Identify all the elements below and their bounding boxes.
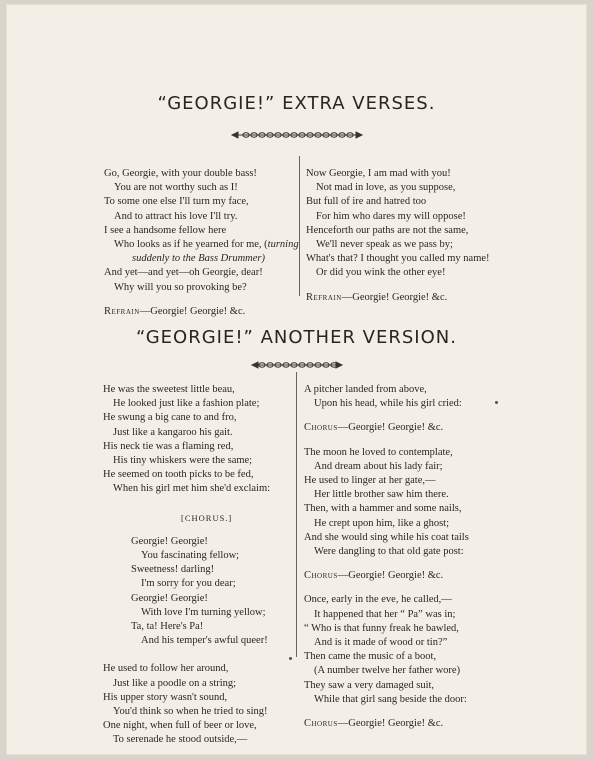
verse-line: Georgie! Georgie!: [131, 535, 208, 547]
refrain-line: [306, 291, 526, 305]
verse-line: Who looks as if he yearned for me, (turning: [114, 239, 299, 251]
verse-line: He seemed on tooth picks to be fed,: [103, 469, 254, 481]
verse-lines: [304, 593, 504, 707]
verse-line: When his girl met him she'd exclaim:: [113, 483, 271, 495]
verse-line: suddenly to the Bass Drummer): [132, 253, 265, 265]
verse-line: And his temper's awful queer!: [141, 635, 268, 647]
verse-line: I'm sorry for you dear;: [141, 578, 236, 590]
chorus-line: [304, 421, 504, 435]
verse-line: Georgie! Georgie!: [131, 592, 208, 604]
verse-line: Upon his head, while his girl cried:: [314, 398, 462, 410]
extra-verses-left: [104, 167, 299, 319]
chorus-text: —Georgie! Georgie! &c.: [337, 718, 444, 730]
verse-line: His neck tie was a flaming red,: [103, 440, 234, 452]
verse-line: Sweetness! darling!: [131, 564, 215, 576]
refrain-label: Refrain: [104, 305, 140, 317]
verse-line: Not mad in love, as you suppose,: [316, 182, 456, 194]
verse-line: Or did you wink the other eye!: [316, 267, 446, 279]
column-divider-top: [299, 156, 300, 296]
chorus-text: —Georgie! Georgie! &c.: [337, 422, 444, 434]
verse-line: And she would sing while his coat tails: [304, 531, 469, 543]
chorus-label: Chorus: [304, 570, 338, 582]
verse-line: You'd think so when he tried to sing!: [113, 706, 268, 718]
chorus-tag: [CHORUS.]: [181, 512, 233, 523]
title-another-version: “GEORGIE!” ANOTHER VERSION.: [136, 327, 457, 348]
verse-line: And is it made of wood or tin?”: [314, 637, 448, 649]
extra-verses-right: [306, 167, 526, 305]
chorus-label: Chorus: [304, 718, 338, 730]
verse-line: Then came the music of a boot,: [304, 651, 437, 663]
ornament-divider-bottom: [0, 361, 593, 369]
verse-line: He used to follow her around,: [103, 663, 229, 675]
verse-line: They saw a very damaged suit,: [304, 679, 435, 691]
verse-line: Just like a kangaroo his gait.: [113, 426, 233, 438]
verse-line: He looked just like a fashion plate;: [113, 398, 260, 410]
ink-speck: [289, 657, 292, 660]
verse-line: I see a handsome fellow here: [104, 224, 227, 236]
verse-line: Once, early in the eve, he called,—: [304, 594, 452, 606]
verse-line: He swung a big cane to and fro,: [103, 412, 237, 424]
refrain-label: Refrain: [306, 291, 342, 303]
refrain-line: [104, 305, 299, 319]
chorus-text: —Georgie! Georgie! &c.: [337, 570, 444, 582]
verse-line: You fascinating fellow;: [141, 550, 240, 562]
verse-line: It happened that her “ Pa” was in;: [314, 608, 456, 620]
verse-line: The moon he loved to contemplate,: [304, 446, 453, 458]
chorus-lines: [103, 535, 298, 649]
chorus-label: Chorus: [304, 422, 338, 434]
another-version-left: [103, 383, 298, 748]
verse-line: And to attract his love I'll try.: [114, 210, 238, 222]
verse-line: To some one else I'll turn my face,: [104, 196, 249, 208]
verse-line: But full of ire and hatred too: [306, 196, 427, 208]
chorus-line: [304, 569, 504, 583]
title-extra-verses: “GEORGIE!” EXTRA VERSES.: [157, 93, 436, 114]
verse-line: Henceforth our paths are not the same,: [306, 224, 469, 236]
chorus-line: [304, 717, 504, 731]
verse-line: He crept upon him, like a ghost;: [314, 517, 450, 529]
verse-lines: [104, 167, 299, 295]
verse-line: He used to linger at her gate,—: [304, 475, 436, 487]
verse-line: Were dangling to that old gate post:: [314, 546, 464, 558]
verse-line: Why will you so provoking be?: [114, 281, 247, 293]
verse-lines: [103, 662, 298, 747]
column-divider-bottom: [296, 372, 297, 657]
verse-line: One night, when full of beer or love,: [103, 720, 257, 732]
verse-line: What's that? I thought you called my name!: [306, 253, 490, 265]
verse-line: And yet—and yet—oh Georgie, dear!: [104, 267, 263, 279]
verse-lines: [306, 167, 526, 281]
verse-line: Go, Georgie, with your double bass!: [104, 168, 257, 179]
verse-lines: [304, 383, 504, 411]
verse-line: To serenade he stood outside,—: [113, 734, 248, 746]
verse-line: “ Who is that funny freak he bawled,: [304, 622, 459, 634]
verse-lines: [103, 383, 298, 497]
verse-line: Now Georgie, I am mad with you!: [306, 168, 451, 179]
ornament-divider-top: [0, 131, 593, 139]
refrain-text: —Georgie! Georgie! &c.: [341, 291, 448, 303]
verse-line: We'll never speak as we pass by;: [316, 239, 453, 251]
verse-line: A pitcher landed from above,: [304, 384, 427, 395]
verse-line: His upper story wasn't sound,: [103, 691, 228, 703]
refrain-text: —Georgie! Georgie! &c.: [139, 305, 246, 317]
verse-line: Her little brother saw him there.: [314, 489, 449, 501]
verse-line: Ta, ta! Here's Pa!: [131, 621, 204, 633]
verse-line: He was the sweetest little beau,: [103, 384, 235, 395]
verse-line: For him who dares my will oppose!: [316, 210, 466, 222]
verse-lines: [304, 446, 504, 560]
verse-line: Just like a poodle on a string;: [113, 677, 237, 689]
ink-speck: [495, 401, 498, 404]
verse-line: His tiny whiskers were the same;: [113, 455, 253, 467]
verse-line: Then, with a hammer and some nails,: [304, 503, 462, 515]
verse-line: And dream about his lady fair;: [314, 460, 443, 472]
verse-line: With love I'm turning yellow;: [141, 606, 266, 618]
verse-line: While that girl sang beside the door:: [314, 693, 467, 705]
verse-line: You are not worthy such as I!: [114, 182, 238, 194]
verse-line: (A number twelve her father wore): [314, 665, 461, 677]
another-version-right: [304, 383, 504, 731]
